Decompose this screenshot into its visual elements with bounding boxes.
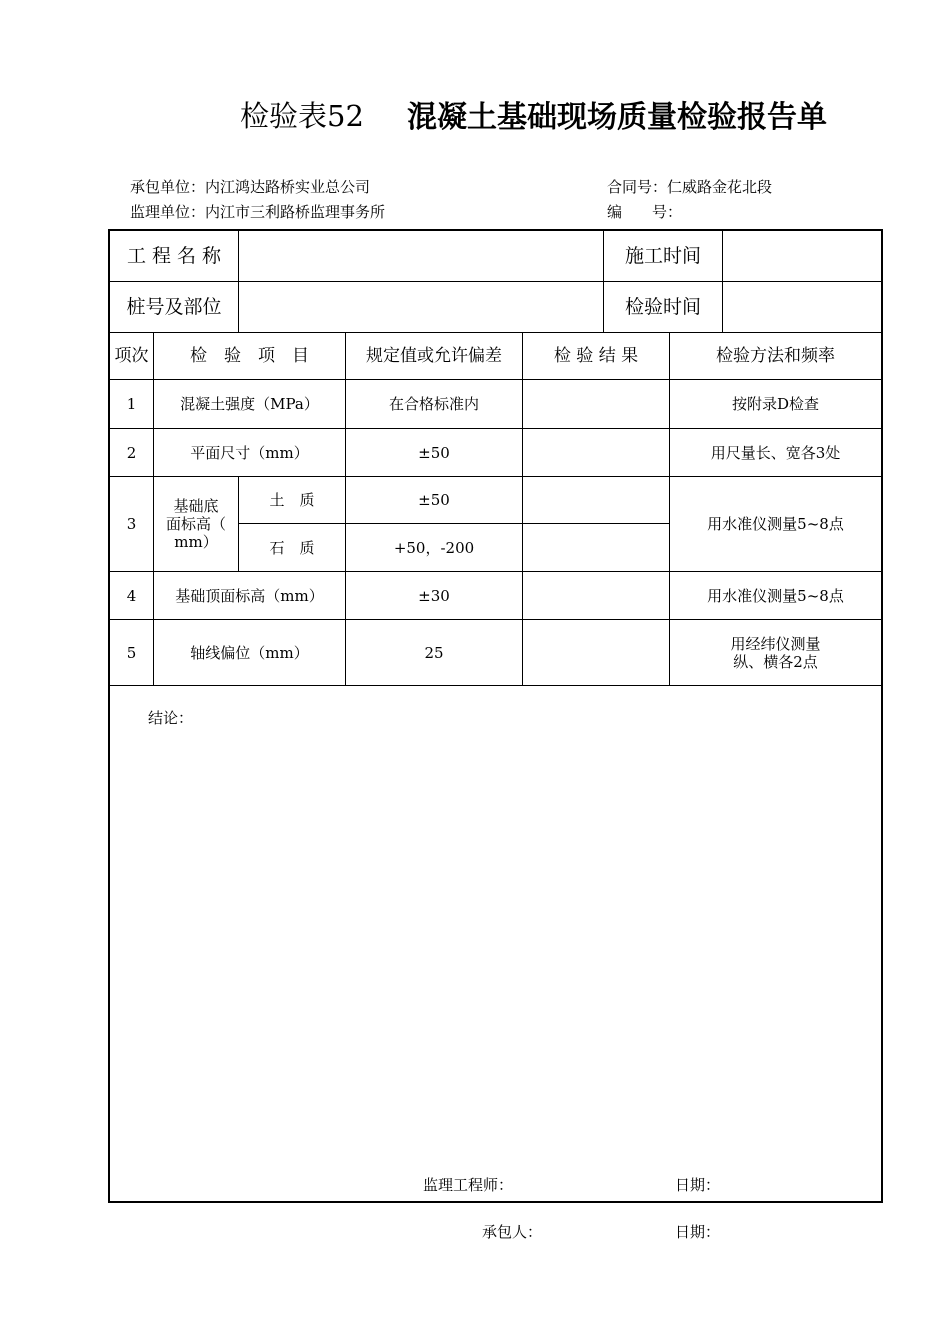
row-3-item (154, 477, 238, 571)
supervisor-value: 内江市三利路桥监理事务所 (205, 203, 386, 221)
station-label: 桩号及部位 (126, 296, 222, 318)
row-2-no: 2 (126, 443, 137, 462)
row-4-item: 基础顶面标高（mm） (175, 586, 324, 605)
row-2-item: 平面尺寸（mm） (190, 443, 309, 462)
header-no: 项次 (114, 346, 149, 366)
row-3-method: 用水准仪测量5~8点 (707, 515, 844, 533)
row-4-method: 用水准仪测量5~8点 (707, 586, 844, 605)
contractor-person-label: 承包人： (482, 1223, 543, 1241)
contractor-line (130, 176, 370, 197)
header-result: 检 验 结 果 (553, 346, 639, 366)
engineer-date-label: 日期： (675, 1176, 721, 1194)
construction-time-label: 施工时间 (624, 245, 701, 267)
header-item: 检 验 项 目 (190, 346, 309, 366)
project-name-label: 工 程 名 称 (126, 245, 222, 267)
contract-label: 合同号： (607, 178, 668, 196)
supervisor-label: 监理单位： (130, 203, 206, 221)
header-spec: 规定值或允许偏差 (366, 346, 502, 366)
row-5-item: 轴线偏位（mm） (190, 643, 309, 662)
row-3a-spec: ±50 (418, 491, 450, 509)
row-3b-result[interactable] (523, 524, 669, 571)
inspection-form (108, 229, 883, 1203)
engineer-signature-label: 监理工程师： (423, 1176, 514, 1194)
row-3b-label: 石 质 (269, 538, 315, 557)
row-3a-result[interactable] (523, 477, 669, 523)
row-3-item-line-2: 面标高（ (165, 515, 226, 533)
row-4-spec: ±30 (418, 586, 450, 605)
row-2-spec: ±50 (418, 443, 450, 462)
row-3-item-line-1: 基础底 (173, 497, 219, 515)
row-2-method: 用尺量长、宽各3处 (710, 443, 841, 462)
contractor-date-label: 日期： (675, 1223, 721, 1241)
row-5-result[interactable] (523, 620, 669, 685)
page-title: 混凝土基础现场质量检验报告单 (407, 100, 827, 135)
contractor-value: 内江鸿达路桥实业总公司 (205, 178, 371, 196)
row-5-method (670, 620, 881, 685)
row-5-method-line-2: 纵、横各2点 (733, 652, 818, 671)
inspection-time-label: 检验时间 (624, 296, 701, 318)
construction-time-field[interactable] (723, 231, 881, 281)
row-1-result[interactable] (523, 380, 669, 428)
row-4-no: 4 (126, 586, 137, 605)
project-name-field[interactable] (239, 231, 603, 281)
row-3b-spec: +50，-200 (393, 538, 475, 557)
row-1-item: 混凝土强度（MPa） (180, 395, 319, 413)
row-3-item-line-3: mm） (174, 533, 218, 551)
contractor-label: 承包单位： (130, 178, 206, 196)
row-3a-label: 土 质 (269, 491, 315, 509)
header-method: 检验方法和频率 (716, 346, 835, 366)
inspection-time-field[interactable] (723, 282, 881, 332)
contract-line (607, 176, 772, 197)
contract-value: 仁威路金花北段 (667, 178, 773, 196)
row-5-spec: 25 (424, 643, 444, 662)
row-3-no: 3 (126, 515, 137, 533)
number-label: 编 号： (607, 203, 683, 221)
supervisor-line (130, 201, 385, 222)
row-4-result[interactable] (523, 572, 669, 619)
row-1-method: 按附录D检查 (731, 395, 820, 413)
row-5-no: 5 (126, 643, 137, 662)
conclusion-label: 结论： (148, 709, 194, 727)
station-field[interactable] (239, 282, 603, 332)
row-1-spec: 在合格标准内 (388, 395, 479, 413)
row-5-method-line-1: 用经纬仪测量 (730, 634, 821, 653)
form-number: 检验表52 (240, 99, 364, 133)
row-2-result[interactable] (523, 429, 669, 476)
row-1-no: 1 (126, 395, 137, 413)
